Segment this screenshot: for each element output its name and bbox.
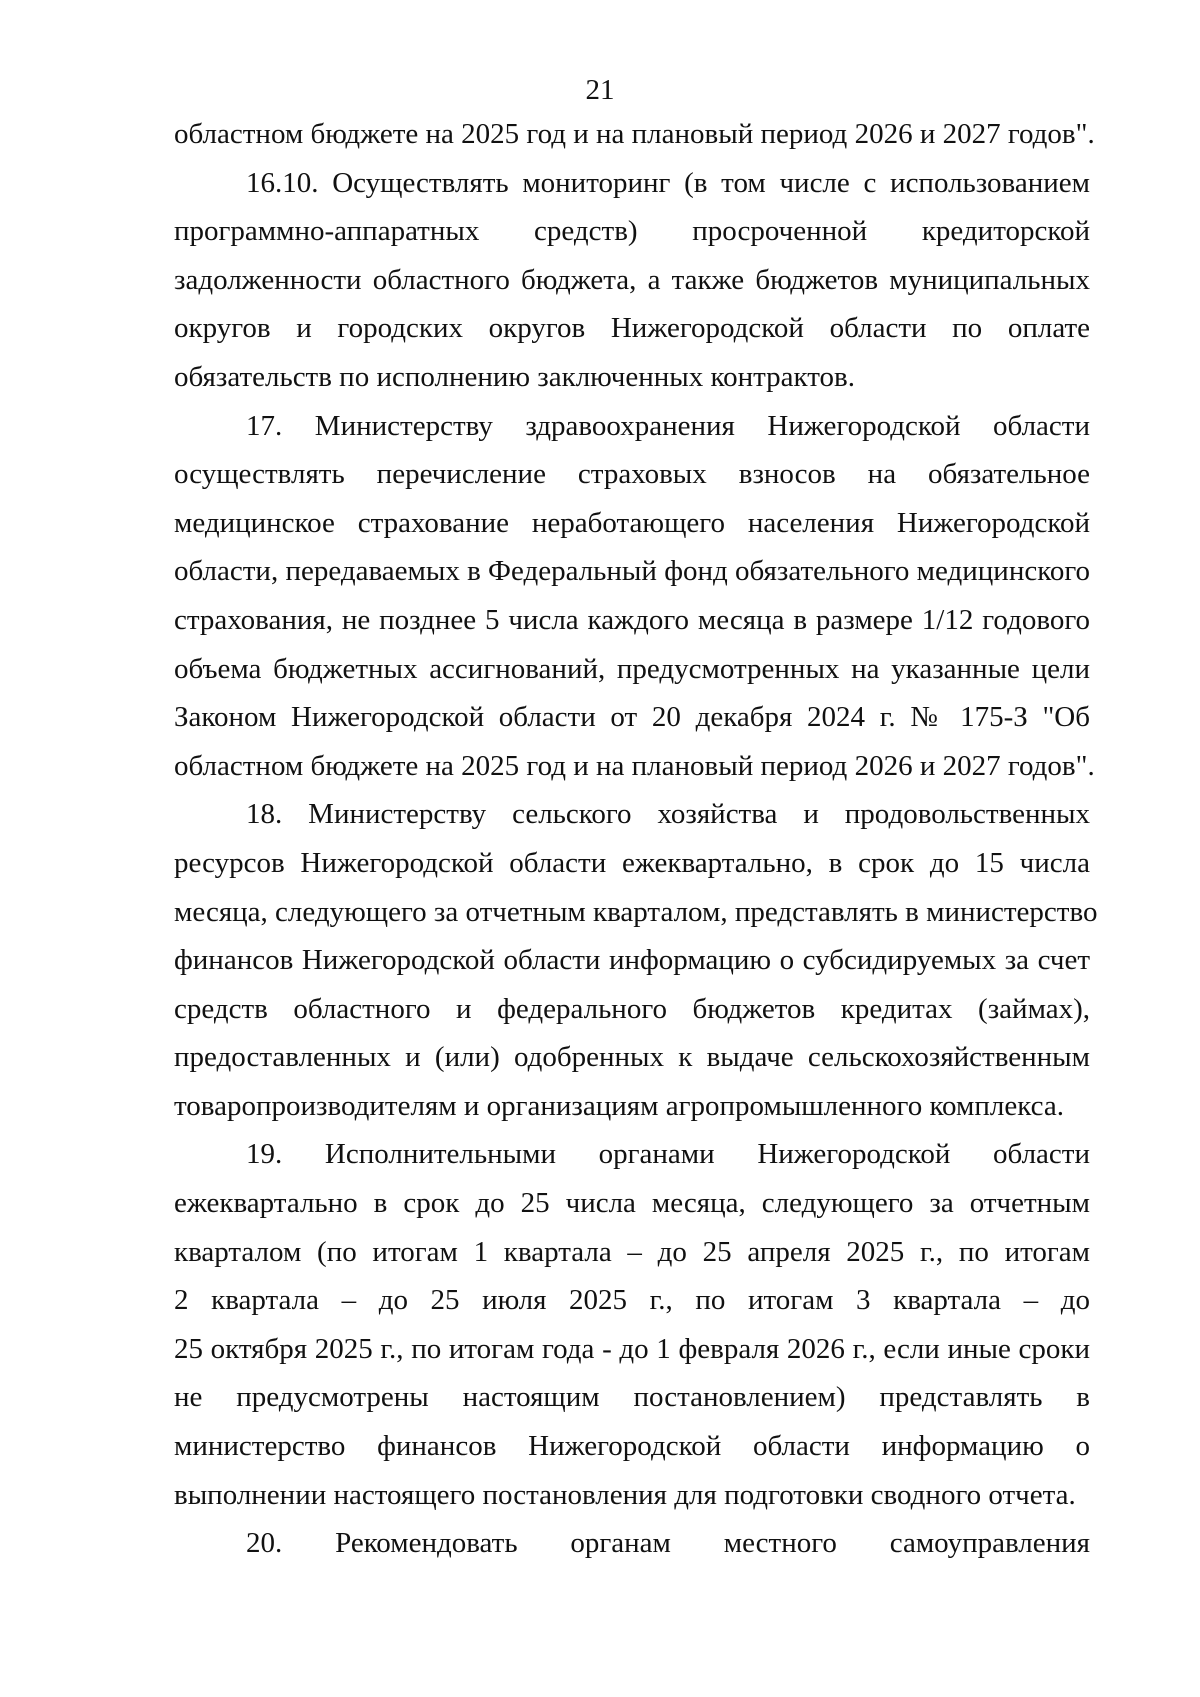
text-line: округов и городских округов Нижегородской области по оплате [174, 312, 1090, 345]
text-line: 20. Рекомендовать органам местного самоуправления [246, 1527, 1090, 1560]
paragraph-continuation [174, 110, 1095, 159]
text-line: Законом Нижегородской области от 20 декабря 2024 г. № 175-З "Об [174, 701, 1090, 734]
text-line: обязательств по исполнению заключенных контрактов. [174, 360, 855, 393]
text-line: осуществлять перечисление страховых взносов на обязательное [174, 458, 1090, 491]
text-line: области, передаваемых в Федеральный фонд обязательного медицинского [174, 555, 1090, 588]
paragraph-18 [174, 790, 1098, 1130]
text-line: 18. Министерству сельского хозяйства и продовольственных [246, 798, 1090, 831]
text-line: 17. Министерству здравоохранения Нижегородской области [246, 409, 1090, 442]
page-number: 21 [585, 74, 615, 106]
text-line: страхования, не позднее 5 числа каждого месяца в размере 1/12 годового [174, 603, 1090, 636]
text-line: финансов Нижегородской области информацию о субсидируемых за счет [174, 944, 1090, 977]
text-line: 25 октября 2025 г., по итогам года - до 1 февраля 2026 г., если иные сроки [174, 1332, 1090, 1365]
paragraph-16-10 [174, 159, 1090, 402]
paragraph-17 [174, 402, 1095, 791]
text-line: 16.10. Осуществлять мониторинг (в том числе с использованием [246, 166, 1090, 199]
text-line: кварталом (по итогам 1 квартала – до 25 апреля 2025 г., по итогам [174, 1235, 1090, 1268]
text-line: областном бюджете на 2025 год и на плановый период 2026 и 2027 годов". [174, 118, 1095, 150]
text-line: 2 квартала – до 25 июля 2025 г., по итогам 3 квартала – до [174, 1284, 1090, 1317]
paragraph-19 [174, 1130, 1090, 1519]
document-body [174, 110, 1098, 1568]
text-line: программно-аппаратных средств) просроченной кредиторской [174, 215, 1090, 248]
text-line: объема бюджетных ассигнований, предусмотренных на указанные цели [174, 652, 1090, 685]
text-line: выполнении настоящего постановления для подготовки сводного отчета. [174, 1478, 1076, 1511]
text-line: ресурсов Нижегородской области ежеквартально, в срок до 15 числа [174, 846, 1090, 879]
text-line: задолженности областного бюджета, а также бюджетов муниципальных [174, 263, 1090, 296]
text-line: предоставленных и (или) одобренных к выдаче сельскохозяйственным [174, 1041, 1090, 1074]
text-line: средств областного и федерального бюджетов кредитах (займах), [174, 992, 1090, 1025]
text-line: товаропроизводителям и организациям агропромышленного комплекса. [174, 1089, 1064, 1122]
text-line: ежеквартально в срок до 25 числа месяца, следующего за отчетным [174, 1187, 1090, 1220]
text-line: месяца, следующего за отчетным кварталом, представлять в министерство [174, 895, 1098, 928]
text-line: не предусмотрены настоящим постановлением) представлять в [174, 1381, 1090, 1414]
text-line: 19. Исполнительными органами Нижегородской области [246, 1138, 1090, 1171]
text-line: министерство финансов Нижегородской области информацию о [174, 1430, 1090, 1463]
text-line: областном бюджете на 2025 год и на плановый период 2026 и 2027 годов". [174, 749, 1095, 782]
paragraph-20 [174, 1519, 1090, 1568]
text-line: медицинское страхование неработающего населения Нижегородской [174, 506, 1090, 539]
